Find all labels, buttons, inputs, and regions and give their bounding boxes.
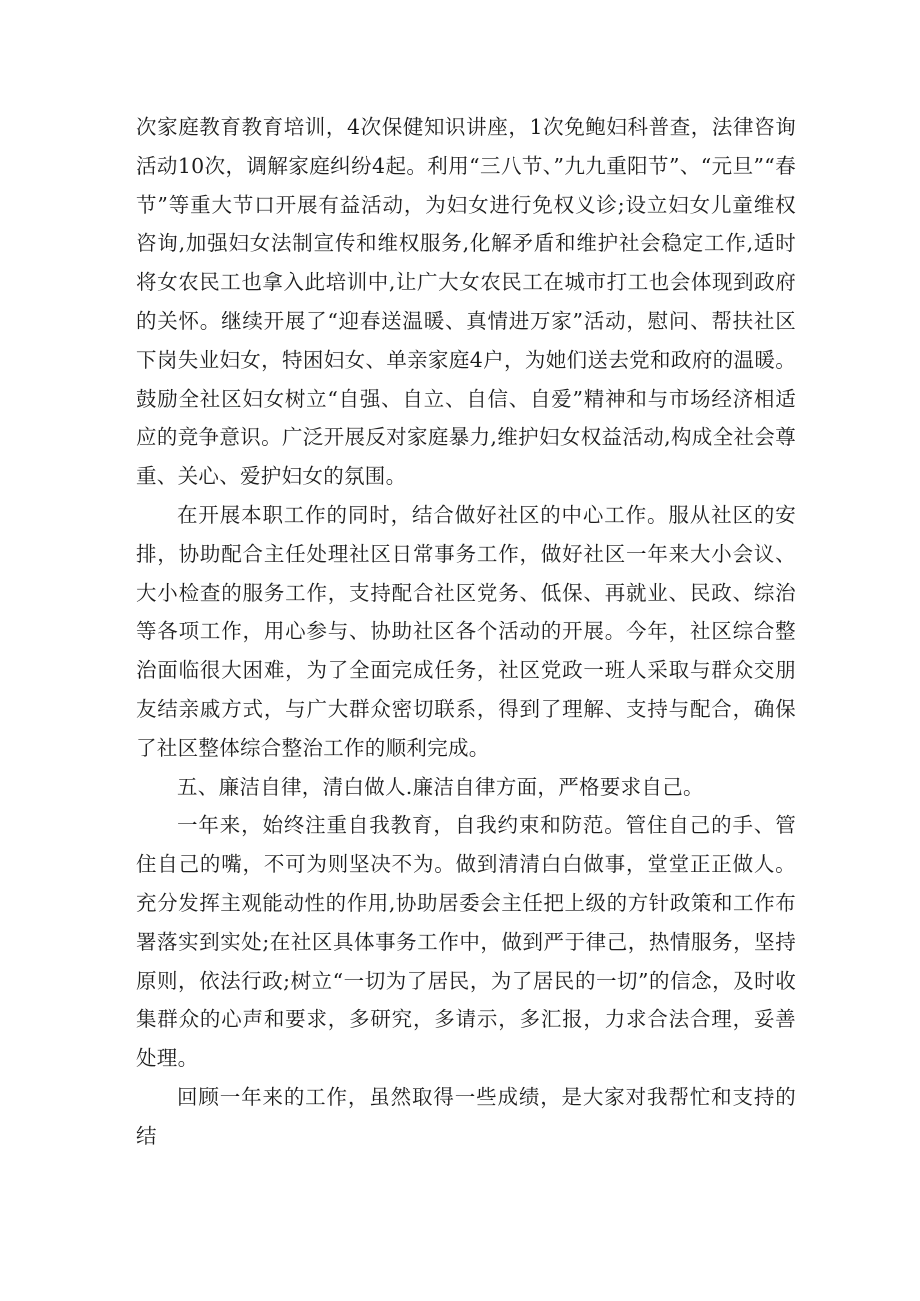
paragraph-community-central-work: 在开展本职工作的同时，结合做好社区的中心工作。服从社区的安排，协助配合主任处理社区日常事务工作，做好社区一年来大小会议、大小检查的服务工作，支持配合社区党务、低保、再就业、民政、综治等各项工作，用心参与、协助社区各个活动的开展。今年，社区综合整治面临很大困难，为了全面完成任务，社区党政一班人采取与群众交朋友结亲戚方式，与广大群众密切联系，得到了理解、支持与配合，确保了社区整体综合整治工作的顺利完成。 bbox=[136, 502, 796, 760]
paragraph-womens-work-continued: 次家庭教育教育培训，4次保健知识讲座，1次免鲍妇科普查，法律咨询活动10次，调解家庭纠纷4起。利用“三八节、”九九重阳节”、“元旦”“春节”等重大节口开展有益活动，为妇女进行免权义诊;设立妇女儿童维权咨询,加强妇女法制宣传和维权服务,化解矛盾和维护社会稳定工作,适时将女农民工也拿入此培训中,让广大女农民工在城市打工也会体现到政府的关怀。继续开展了“迎春送温暖、真情进万家”活动，慰问、帮扶社区下岗失业妇女，特困妇女、单亲家庭4户，为她们送去党和政府的温暖。鼓励全社区妇女树立“自强、自立、自信、自爱”精神和与市场经济相适应的竞争意识。广泛开展反对家庭暴力,维护妇女权益活动,构成全社会尊重、关心、爱护妇女的氛围。 bbox=[136, 115, 796, 489]
document-body bbox=[136, 108, 796, 1156]
paragraph-year-review: 回顾一年来的工作，虽然取得一些成绩，是大家对我帮忙和支持的结 bbox=[136, 1084, 796, 1148]
section-heading-integrity: 五、廉洁自律，清白做人.廉洁自律方面，严格要求自己。 bbox=[177, 774, 704, 799]
paragraph-self-discipline: 一年来，始终注重自我教育，自我约束和防范。管住自己的手、管住自己的嘴，不可为则坚决不为。做到清清白白做事，堂堂正正做人。充分发挥主观能动性的作用,协助居委会主任把上级的方针政策和工作布署落实到实处;在社区具体事务工作中，做到严于律己，热情服务，坚持原则，依法行政;树立“一切为了居民，为了居民的一切”的信念，及时收集群众的心声和要求，多研究，多请示，多汇报，力求合法合理，妥善处理。 bbox=[136, 813, 796, 1071]
